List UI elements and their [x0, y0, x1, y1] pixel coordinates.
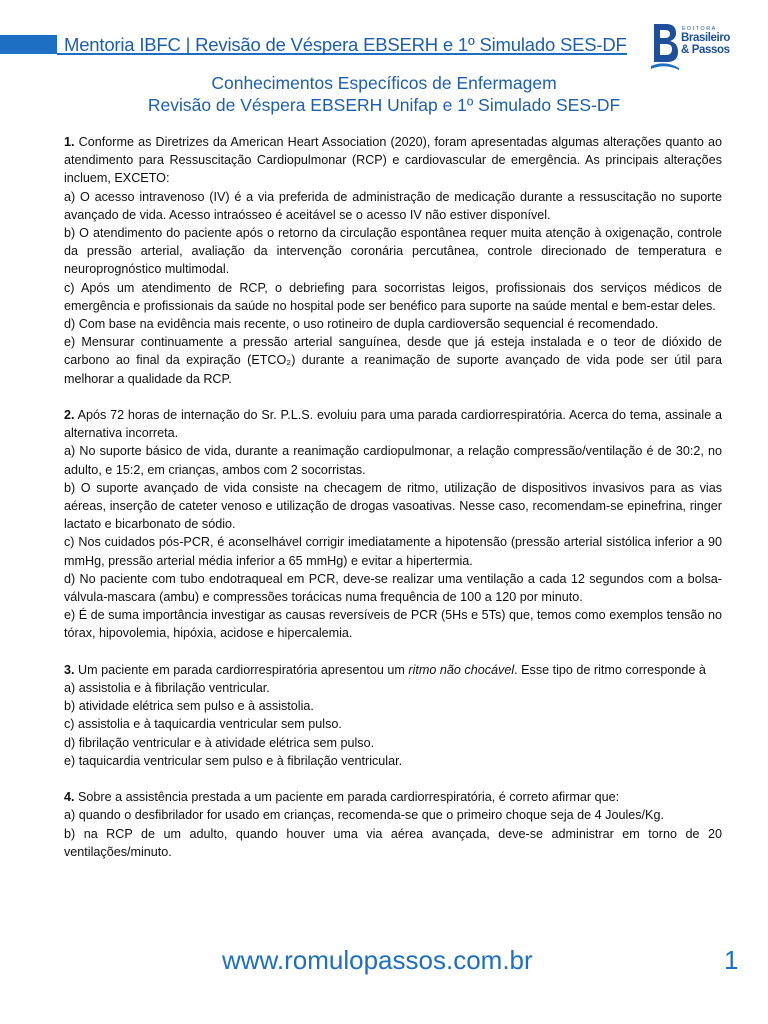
- logo-word-brasileiro: Brasileiro: [681, 32, 731, 44]
- publisher-logo: [651, 22, 746, 70]
- questions-section: [64, 133, 722, 879]
- question-3: [64, 661, 722, 770]
- question-emphasis: ritmo não chocável: [408, 662, 515, 677]
- option-a: a) No suporte básico de vida, durante a reanimação cardiopulmonar, a relação compressão/ventilação é de 30:2, no adulto, e 15:2, em crianças, ambos com 2 socorristas.: [64, 444, 722, 477]
- question-text: Após 72 horas de internação do Sr. P.L.S. evoluiu para uma parada cardiorrespiratória. Acerca do tema, assinale a alternativa incorreta.: [64, 408, 722, 441]
- option-b: b) O suporte avançado de vida consiste na checagem de ritmo, utilização de dispositivos invasivos para as vias aéreas, inserção de cateter venoso e utilização de drogas vasoativas. Nesse caso, recomendam-se epinefrina, ringer lactato e bicarbonato de sódio.: [64, 480, 722, 532]
- question-text-end: . Esse tipo de ritmo corresponde à: [514, 662, 706, 677]
- document-subtitle: Revisão de Véspera EBSERH Unifap e 1º Simulado SES-DF: [147, 95, 621, 115]
- question-2: [64, 406, 722, 643]
- logo-publisher-label: EDITORA: [682, 26, 717, 32]
- option-e: e) taquicardia ventricular sem pulso e à fibrilação ventricular.: [64, 753, 403, 768]
- option-a: a) quando o desfibrilador for usado em crianças, recomenda-se que o primeiro choque seja de 4 Joules/Kg.: [64, 808, 664, 823]
- footer-website-link[interactable]: www.romulopassos.com.br: [222, 945, 533, 975]
- question-text: Sobre a assistência prestada a um paciente em parada cardiorrespiratória, é correto afirmar que:: [78, 790, 620, 805]
- option-d: d) Com base na evidência mais recente, o uso rotineiro de dupla cardioversão sequencial é recomendado.: [64, 317, 659, 332]
- question-stem: [64, 661, 722, 679]
- question-1: [64, 133, 722, 388]
- option-c: c) Nos cuidados pós-PCR, é aconselhável corrigir imediatamente a hipotensão (pressão arterial sistólica inferior a 90 mmHg, pressão arterial média inferior a 65 mmHg) e evitar a hipertermia.: [64, 535, 722, 568]
- option-e: e) É de suma importância investigar as causas reversíveis de PCR (5Hs e 5Ts) que, temos como exemplos tensão no tórax, hipovolemia, hipóxia, acidose e hipercalemia.: [64, 608, 722, 641]
- option-d: d) fibrilação ventricular e à atividade elétrica sem pulso.: [64, 735, 375, 750]
- option-a: a) assistolia e à fibrilação ventricular.: [64, 681, 270, 696]
- question-number: 2.: [64, 408, 75, 423]
- option-c: c) assistolia e à taquicardia ventricular sem pulso.: [64, 717, 342, 732]
- page-number: 1: [724, 945, 739, 975]
- document-title: Conhecimentos Específicos de Enfermagem: [211, 73, 557, 93]
- logo-word-passos: & Passos: [681, 44, 730, 56]
- question-number: 3.: [64, 662, 75, 677]
- header-accent-bar: [0, 35, 57, 54]
- question-stem: [64, 788, 722, 806]
- question-text: Conforme as Diretrizes da American Heart Association (2020), foram apresentadas algumas alterações quanto ao atendimento para Ressuscitação Cardiopulmonar (RCP) e cardiovascular de emergência. As principais alterações incluem, EXCETO:: [64, 135, 723, 186]
- option-e: e) Mensurar continuamente a pressão arterial sanguínea, desde que já esteja instalada e o teor de dióxido de carbono ao final da expiração (ETCO₂) durante a reanimação de suporte avançado de vida pode ser útil para melhorar a qualidade da RCP.: [64, 335, 722, 386]
- option-b: b) O atendimento do paciente após o retorno da circulação espontânea requer muita atenção à oxigenação, controle da pressão arterial, avaliação da intervenção coronária percutânea, controle direcionado de temperatura e neuroprognóstico multimodal.: [64, 226, 722, 277]
- option-b: b) atividade elétrica sem pulso e à assistolia.: [64, 699, 314, 714]
- question-number: 4.: [64, 790, 75, 805]
- question-number: 1.: [64, 135, 75, 149]
- option-a: a) O acesso intravenoso (IV) é a via preferida de administração de medicação durante a ressuscitação no suporte avançado de vida. Acesso intraósseo é aceitável se o acesso IV não estiver disponível.: [64, 189, 722, 222]
- header-title: Mentoria IBFC | Revisão de Véspera EBSERH e 1º Simulado SES-DF: [64, 34, 627, 55]
- option-c: c) Após um atendimento de RCP, o debriefing para socorristas leigos, profissionais dos serviços médicos de emergência e profissionais da saúde no hospital pode ser benéfico para suporte na saúde mental e bem-estar deles.: [64, 280, 722, 313]
- question-stem: [64, 133, 722, 188]
- question-4: [64, 788, 722, 861]
- option-b: b) na RCP de um adulto, quando houver uma via aérea avançada, deve-se administrar em torno de 20 ventilações/minuto.: [64, 826, 722, 859]
- question-stem: [64, 406, 722, 442]
- option-d: d) No paciente com tubo endotraqueal em PCR, deve-se realizar uma ventilação a cada 12 segundos com a bolsa-válvula-mascara (ambu) e compressões torácicas numa frequência de 100 a 120 por minuto.: [64, 571, 722, 605]
- book-logo-icon: [651, 22, 681, 70]
- question-text: Um paciente em parada cardiorrespiratória apresentou um: [78, 662, 409, 677]
